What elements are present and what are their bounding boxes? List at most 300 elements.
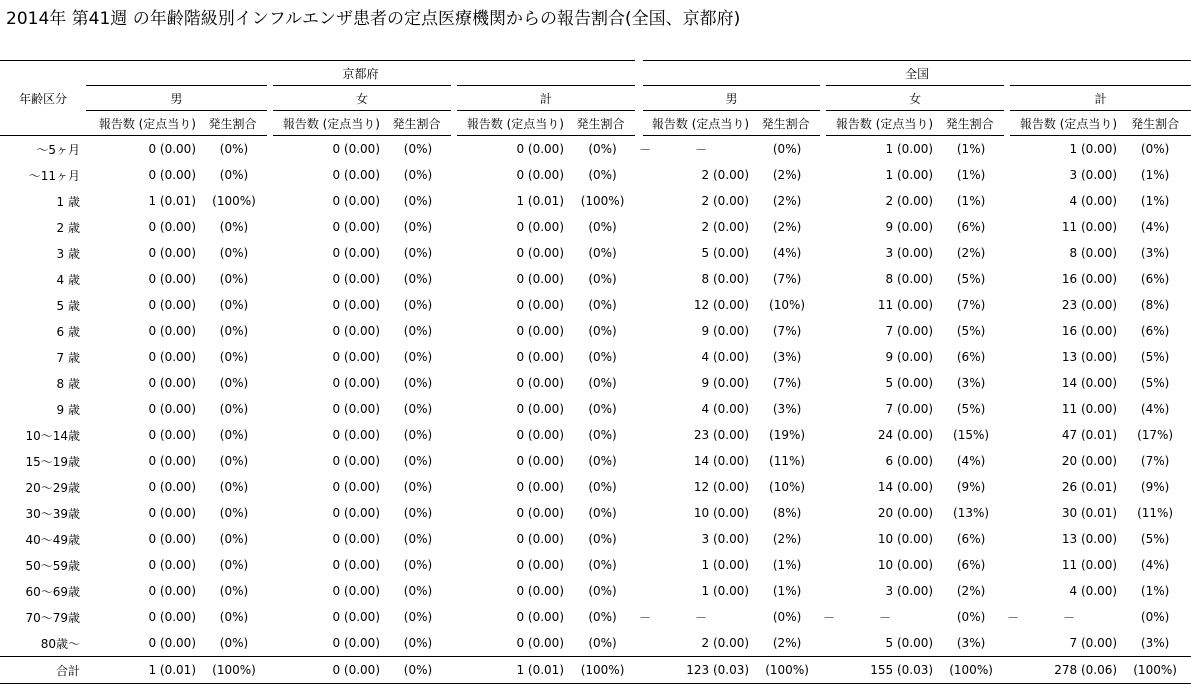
national-total-rate-header: 発生割合 <box>1119 111 1191 136</box>
kyoto-reports-cell: 0 (0.00) <box>516 610 564 624</box>
national-rate-cell: (4%) <box>1140 402 1170 416</box>
national-rate-cell: (3%) <box>1140 636 1170 650</box>
kyoto-spacer <box>86 370 110 396</box>
national-reports-cell: 30 (0.01) <box>1061 506 1118 520</box>
national-rate-cell: (3%) <box>772 350 802 364</box>
kyoto-reports-cell: 0 (0.00) <box>148 480 196 494</box>
national-spacer <box>823 500 835 526</box>
national-reports-cell: 2 (0.00) <box>701 220 750 234</box>
kyoto-reports-cell: 0 (0.00) <box>516 428 564 442</box>
national-spacer <box>1007 292 1019 318</box>
kyoto-reports-cell: 0 (0.00) <box>332 402 380 416</box>
national-reports-cell: 11 (0.00) <box>1061 402 1118 416</box>
kyoto-rate-cell: (0%) <box>403 558 433 572</box>
national-rate-cell: (1%) <box>1140 194 1170 208</box>
national-rate-cell: (5%) <box>1140 350 1170 364</box>
national-rate-cell: (3%) <box>772 402 802 416</box>
age-cell: 4 歳 <box>56 272 80 287</box>
national-reports-cell: 12 (0.00) <box>693 298 750 312</box>
national-spacer <box>823 318 835 344</box>
kyoto-rate-cell: (0%) <box>588 402 617 416</box>
national-rate-cell: (1%) <box>772 584 802 598</box>
kyoto-rate-cell: (0%) <box>588 220 617 234</box>
kyoto-rate-cell: (0%) <box>382 657 454 684</box>
national-reports-cell: 26 (0.01) <box>1061 480 1118 494</box>
region-kyoto-header: 京都府 <box>86 61 639 86</box>
national-spacer <box>1007 657 1019 684</box>
kyoto-spacer <box>454 136 478 163</box>
national-reports-cell: 1 (0.00) <box>1069 142 1118 156</box>
table-row <box>0 136 1191 163</box>
age-cell: 5 歳 <box>56 298 80 313</box>
national-spacer <box>1007 422 1019 448</box>
national-reports-cell: 9 (0.00) <box>701 324 750 338</box>
kyoto-spacer <box>270 266 294 292</box>
kyoto-rate-cell: (0%) <box>588 584 617 598</box>
kyoto-spacer <box>454 474 478 500</box>
kyoto-female-rate-header: 発生割合 <box>382 111 454 136</box>
region-national-header: 全国 <box>639 61 1191 86</box>
kyoto-reports-cell: 0 (0.00) <box>332 220 380 234</box>
national-rate-cell: (11%) <box>1137 506 1174 520</box>
national-rate-cell: (9%) <box>956 480 986 494</box>
kyoto-reports-cell: 0 (0.00) <box>148 142 196 156</box>
kyoto-rate-cell: (0%) <box>219 376 249 390</box>
table-row <box>0 188 1191 214</box>
kyoto-reports-cell: 0 (0.00) <box>148 272 196 286</box>
kyoto-rate-cell: (0%) <box>403 142 433 156</box>
national-reports-cell: 10 (0.00) <box>877 558 934 572</box>
kyoto-reports-cell: 0 (0.00) <box>516 220 564 234</box>
national-rate-cell: (19%) <box>769 428 806 442</box>
kyoto-rate-cell: (0%) <box>588 246 617 260</box>
kyoto-rate-cell: (0%) <box>403 194 433 208</box>
national-dash-cell: － <box>1007 610 1020 625</box>
kyoto-reports-cell: 1 (0.01) <box>148 194 196 208</box>
kyoto-rate-cell: (0%) <box>588 506 617 520</box>
total-row <box>0 657 1191 684</box>
age-cell: 6 歳 <box>56 324 80 339</box>
kyoto-reports-cell: 0 (0.00) <box>332 246 380 260</box>
national-reports-cell: 5 (0.00) <box>885 636 934 650</box>
national-rate-cell: (2%) <box>772 220 802 234</box>
kyoto-spacer <box>454 370 478 396</box>
national-reports-cell: 5 (0.00) <box>885 376 934 390</box>
national-reports-cell: 11 (0.00) <box>1061 558 1118 572</box>
kyoto-rate-cell: (0%) <box>403 272 433 286</box>
national-rate-cell: (0%) <box>772 142 802 156</box>
national-spacer <box>823 552 835 578</box>
age-header: 年齢区分 <box>0 61 86 136</box>
kyoto-rate-cell: (0%) <box>588 142 617 156</box>
national-rate-cell: (7%) <box>772 324 802 338</box>
national-reports-cell: － <box>695 142 708 157</box>
national-reports-cell: 2 (0.00) <box>701 168 750 182</box>
kyoto-rate-cell: (0%) <box>219 272 249 286</box>
kyoto-spacer <box>454 214 478 240</box>
national-reports-cell: 24 (0.00) <box>877 428 934 442</box>
national-spacer <box>1007 448 1019 474</box>
national-reports-cell: 3 (0.00) <box>1069 168 1118 182</box>
national-spacer <box>823 630 835 657</box>
kyoto-rate-cell: (0%) <box>588 532 617 546</box>
national-rate-cell: (6%) <box>956 220 986 234</box>
kyoto-spacer <box>270 214 294 240</box>
kyoto-spacer <box>454 604 478 630</box>
national-reports-cell: 20 (0.00) <box>1061 454 1118 468</box>
kyoto-spacer <box>270 136 294 163</box>
national-spacer <box>639 396 651 422</box>
kyoto-spacer <box>270 526 294 552</box>
kyoto-reports-cell: 0 (0.00) <box>332 428 380 442</box>
national-spacer <box>823 292 835 318</box>
kyoto-reports-cell: 0 (0.00) <box>332 142 380 156</box>
national-spacer <box>1007 344 1019 370</box>
kyoto-rate-cell: (0%) <box>403 298 433 312</box>
kyoto-rate-cell: (100%) <box>566 657 639 684</box>
national-reports-cell: 13 (0.00) <box>1061 350 1118 364</box>
national-rate-cell: (2%) <box>956 246 986 260</box>
national-spacer <box>639 266 651 292</box>
table-row <box>0 448 1191 474</box>
kyoto-spacer <box>86 604 110 630</box>
national-reports-cell: 8 (0.00) <box>885 272 934 286</box>
national-rate-cell: (11%) <box>769 454 806 468</box>
national-reports-cell: 14 (0.00) <box>877 480 934 494</box>
age-cell: 9 歳 <box>56 402 80 417</box>
national-reports-cell: 20 (0.00) <box>877 506 934 520</box>
national-reports-cell: 23 (0.00) <box>1061 298 1118 312</box>
kyoto-reports-cell: 0 (0.00) <box>516 532 564 546</box>
kyoto-rate-cell: (0%) <box>588 610 617 624</box>
kyoto-reports-cell: 1 (0.01) <box>478 657 566 684</box>
national-spacer <box>823 240 835 266</box>
kyoto-reports-cell: 0 (0.00) <box>516 584 564 598</box>
national-spacer <box>639 526 651 552</box>
kyoto-rate-cell: (0%) <box>588 272 617 286</box>
kyoto-spacer <box>454 344 478 370</box>
national-rate-cell: (7%) <box>1140 454 1170 468</box>
kyoto-reports-cell: 0 (0.00) <box>516 168 564 182</box>
kyoto-total-header: 計 <box>454 86 639 111</box>
national-rate-cell: (1%) <box>956 142 986 156</box>
table-row <box>0 162 1191 188</box>
national-spacer <box>639 630 651 657</box>
kyoto-rate-cell: (0%) <box>219 506 249 520</box>
table-row <box>0 266 1191 292</box>
national-spacer <box>823 657 835 684</box>
kyoto-reports-cell: 0 (0.00) <box>332 298 380 312</box>
kyoto-reports-cell: 0 (0.00) <box>148 168 196 182</box>
kyoto-rate-cell: (0%) <box>403 480 433 494</box>
national-rate-cell: (5%) <box>956 402 986 416</box>
national-reports-cell: 16 (0.00) <box>1061 324 1118 338</box>
kyoto-spacer <box>86 240 110 266</box>
national-spacer <box>823 214 835 240</box>
kyoto-reports-cell: 0 (0.00) <box>332 636 380 650</box>
national-reports-cell: 14 (0.00) <box>1061 376 1118 390</box>
kyoto-spacer <box>270 422 294 448</box>
kyoto-rate-cell: (0%) <box>219 636 249 650</box>
national-spacer <box>823 266 835 292</box>
national-spacer <box>823 344 835 370</box>
kyoto-reports-cell: 0 (0.00) <box>516 480 564 494</box>
kyoto-spacer <box>454 188 478 214</box>
kyoto-rate-cell: (0%) <box>588 480 617 494</box>
kyoto-rate-cell: (0%) <box>219 402 249 416</box>
kyoto-spacer <box>454 657 478 684</box>
kyoto-spacer <box>86 136 110 163</box>
national-spacer <box>639 214 651 240</box>
age-cell: 2 歳 <box>56 220 80 235</box>
kyoto-rate-cell: (0%) <box>403 220 433 234</box>
national-spacer <box>823 162 835 188</box>
national-reports-cell: 2 (0.00) <box>885 194 934 208</box>
national-rate-cell: (1%) <box>1140 584 1170 598</box>
kyoto-reports-cell: 0 (0.00) <box>148 506 196 520</box>
kyoto-male-rate-header: 発生割合 <box>198 111 270 136</box>
kyoto-spacer <box>86 474 110 500</box>
national-rate-cell: (0%) <box>956 610 986 624</box>
national-reports-cell: 5 (0.00) <box>701 246 750 260</box>
kyoto-rate-cell: (0%) <box>403 584 433 598</box>
national-dash-cell: － <box>823 610 836 625</box>
national-reports-cell: 11 (0.00) <box>877 298 934 312</box>
national-spacer <box>639 657 651 684</box>
national-spacer <box>1007 162 1019 188</box>
national-reports-cell: 7 (0.00) <box>885 402 934 416</box>
national-reports-cell: 10 (0.00) <box>693 506 750 520</box>
kyoto-female-header: 女 <box>270 86 454 111</box>
national-rate-cell: (6%) <box>1140 272 1170 286</box>
national-rate-cell: (2%) <box>956 584 986 598</box>
kyoto-spacer <box>86 526 110 552</box>
age-cell: 40～49歳 <box>25 532 80 547</box>
national-spacer <box>1007 474 1019 500</box>
page-title: 2014年 第41週 の年齢階級別インフルエンザ患者の定点医療機関からの報告割合(全国、京都府) <box>6 9 741 29</box>
kyoto-reports-cell: 0 (0.00) <box>148 350 196 364</box>
national-spacer <box>639 318 651 344</box>
national-rate-cell: (5%) <box>1140 376 1170 390</box>
kyoto-rate-cell: (0%) <box>219 558 249 572</box>
kyoto-rate-cell: (0%) <box>403 428 433 442</box>
kyoto-spacer <box>454 396 478 422</box>
kyoto-spacer <box>86 266 110 292</box>
kyoto-reports-cell: 1 (0.01) <box>110 657 198 684</box>
kyoto-reports-cell: 0 (0.00) <box>516 402 564 416</box>
national-rate-cell: (100%) <box>935 657 1007 684</box>
national-reports-cell: － <box>1063 610 1076 625</box>
kyoto-spacer <box>454 292 478 318</box>
age-cell: 20～29歳 <box>25 480 80 495</box>
kyoto-reports-cell: 0 (0.00) <box>516 558 564 572</box>
kyoto-spacer <box>86 188 110 214</box>
kyoto-spacer <box>270 578 294 604</box>
national-rate-cell: (2%) <box>772 194 802 208</box>
table-row <box>0 500 1191 526</box>
national-spacer <box>1007 526 1019 552</box>
national-spacer <box>823 422 835 448</box>
national-spacer <box>823 448 835 474</box>
kyoto-rate-cell: (0%) <box>219 454 249 468</box>
kyoto-spacer <box>86 500 110 526</box>
kyoto-reports-cell: 0 (0.00) <box>332 272 380 286</box>
national-spacer <box>639 292 651 318</box>
kyoto-reports-cell: 0 (0.00) <box>332 194 380 208</box>
kyoto-spacer <box>86 657 110 684</box>
kyoto-rate-cell: (0%) <box>219 142 249 156</box>
kyoto-rate-cell: (0%) <box>219 610 249 624</box>
national-dash-cell: － <box>639 142 652 157</box>
national-male-rate-header: 発生割合 <box>751 111 823 136</box>
national-rate-cell: (100%) <box>1119 657 1191 684</box>
kyoto-spacer <box>454 552 478 578</box>
national-reports-cell: 4 (0.00) <box>701 402 750 416</box>
national-total-reports-header: 報告数 (定点当り) <box>1007 111 1119 136</box>
table-row <box>0 578 1191 604</box>
age-cell: 10～14歳 <box>25 428 80 443</box>
kyoto-reports-cell: 0 (0.00) <box>516 246 564 260</box>
kyoto-spacer <box>270 396 294 422</box>
national-spacer <box>1007 500 1019 526</box>
national-rate-cell: (0%) <box>1140 142 1170 156</box>
kyoto-spacer <box>454 630 478 657</box>
kyoto-rate-cell: (0%) <box>219 350 249 364</box>
national-spacer <box>639 448 651 474</box>
kyoto-rate-cell: (0%) <box>219 584 249 598</box>
kyoto-rate-cell: (0%) <box>403 506 433 520</box>
national-rate-cell: (1%) <box>956 168 986 182</box>
age-cell: 7 歳 <box>56 350 80 365</box>
national-spacer <box>823 136 835 163</box>
national-spacer <box>639 370 651 396</box>
kyoto-total-reports-header: 報告数 (定点当り) <box>454 111 566 136</box>
national-spacer <box>639 240 651 266</box>
national-spacer <box>1007 370 1019 396</box>
kyoto-reports-cell: 0 (0.00) <box>332 558 380 572</box>
kyoto-reports-cell: 0 (0.00) <box>148 532 196 546</box>
kyoto-spacer <box>454 240 478 266</box>
national-reports-cell: 2 (0.00) <box>701 636 750 650</box>
kyoto-reports-cell: 0 (0.00) <box>148 402 196 416</box>
national-rate-cell: (1%) <box>956 194 986 208</box>
kyoto-reports-cell: 0 (0.00) <box>148 246 196 260</box>
kyoto-rate-cell: (0%) <box>403 636 433 650</box>
national-reports-cell: 7 (0.00) <box>885 324 934 338</box>
kyoto-female-reports-header: 報告数 (定点当り) <box>270 111 382 136</box>
kyoto-spacer <box>270 500 294 526</box>
kyoto-spacer <box>270 474 294 500</box>
kyoto-spacer <box>454 162 478 188</box>
national-spacer <box>1007 318 1019 344</box>
national-reports-cell: 8 (0.00) <box>701 272 750 286</box>
national-rate-cell: (3%) <box>956 376 986 390</box>
national-rate-cell: (3%) <box>1140 246 1170 260</box>
kyoto-spacer <box>270 370 294 396</box>
national-rate-cell: (10%) <box>769 298 806 312</box>
kyoto-rate-cell: (0%) <box>219 428 249 442</box>
national-rate-cell: (6%) <box>956 532 986 546</box>
kyoto-reports-cell: 0 (0.00) <box>294 657 382 684</box>
national-reports-cell: 155 (0.03) <box>835 657 935 684</box>
kyoto-reports-cell: 0 (0.00) <box>148 298 196 312</box>
kyoto-reports-cell: 0 (0.00) <box>148 376 196 390</box>
national-rate-cell: (3%) <box>956 636 986 650</box>
national-reports-cell: 12 (0.00) <box>693 480 750 494</box>
national-spacer <box>823 188 835 214</box>
national-rate-cell: (8%) <box>1140 298 1170 312</box>
national-spacer <box>823 474 835 500</box>
national-spacer <box>639 422 651 448</box>
national-reports-cell: 278 (0.06) <box>1019 657 1119 684</box>
kyoto-rate-cell: (100%) <box>212 194 256 208</box>
national-spacer <box>639 474 651 500</box>
national-rate-cell: (7%) <box>956 298 986 312</box>
kyoto-rate-cell: (0%) <box>588 324 617 338</box>
age-cell: 3 歳 <box>56 246 80 261</box>
national-reports-cell: 1 (0.00) <box>885 168 934 182</box>
kyoto-spacer <box>86 214 110 240</box>
national-rate-cell: (7%) <box>772 376 802 390</box>
kyoto-reports-cell: 0 (0.00) <box>148 636 196 650</box>
kyoto-rate-cell: (0%) <box>403 246 433 260</box>
kyoto-spacer <box>270 657 294 684</box>
age-cell: ～5ヶ月 <box>36 142 80 157</box>
table-row <box>0 552 1191 578</box>
national-total-header: 計 <box>1007 86 1191 111</box>
national-reports-cell: 4 (0.00) <box>1069 194 1118 208</box>
kyoto-rate-cell: (0%) <box>219 532 249 546</box>
kyoto-rate-cell: (0%) <box>219 324 249 338</box>
age-cell: 60～69歳 <box>25 584 80 599</box>
table-row <box>0 474 1191 500</box>
national-spacer <box>823 526 835 552</box>
kyoto-rate-cell: (0%) <box>588 350 617 364</box>
national-female-reports-header: 報告数 (定点当り) <box>823 111 935 136</box>
national-reports-cell: 7 (0.00) <box>1069 636 1118 650</box>
national-reports-cell: 6 (0.00) <box>885 454 934 468</box>
national-reports-cell: 9 (0.00) <box>885 350 934 364</box>
kyoto-reports-cell: 0 (0.00) <box>332 350 380 364</box>
table-row <box>0 214 1191 240</box>
kyoto-rate-cell: (0%) <box>588 558 617 572</box>
kyoto-reports-cell: 0 (0.00) <box>332 610 380 624</box>
national-reports-cell: 10 (0.00) <box>877 532 934 546</box>
table-row <box>0 318 1191 344</box>
kyoto-reports-cell: 0 (0.00) <box>148 428 196 442</box>
kyoto-spacer <box>86 162 110 188</box>
kyoto-reports-cell: 0 (0.00) <box>516 454 564 468</box>
national-spacer <box>639 188 651 214</box>
national-reports-cell: 1 (0.00) <box>701 584 750 598</box>
national-rate-cell: (6%) <box>956 558 986 572</box>
kyoto-spacer <box>86 422 110 448</box>
kyoto-rate-cell: (0%) <box>219 246 249 260</box>
kyoto-spacer <box>86 396 110 422</box>
national-spacer <box>639 344 651 370</box>
national-spacer <box>639 552 651 578</box>
kyoto-reports-cell: 0 (0.00) <box>516 298 564 312</box>
national-spacer <box>639 578 651 604</box>
kyoto-reports-cell: 0 (0.00) <box>148 454 196 468</box>
national-male-reports-header: 報告数 (定点当り) <box>639 111 751 136</box>
kyoto-reports-cell: 0 (0.00) <box>332 324 380 338</box>
national-spacer <box>639 162 651 188</box>
national-spacer <box>1007 396 1019 422</box>
national-rate-cell: (2%) <box>772 168 802 182</box>
national-rate-cell: (15%) <box>953 428 990 442</box>
kyoto-rate-cell: (0%) <box>403 610 433 624</box>
